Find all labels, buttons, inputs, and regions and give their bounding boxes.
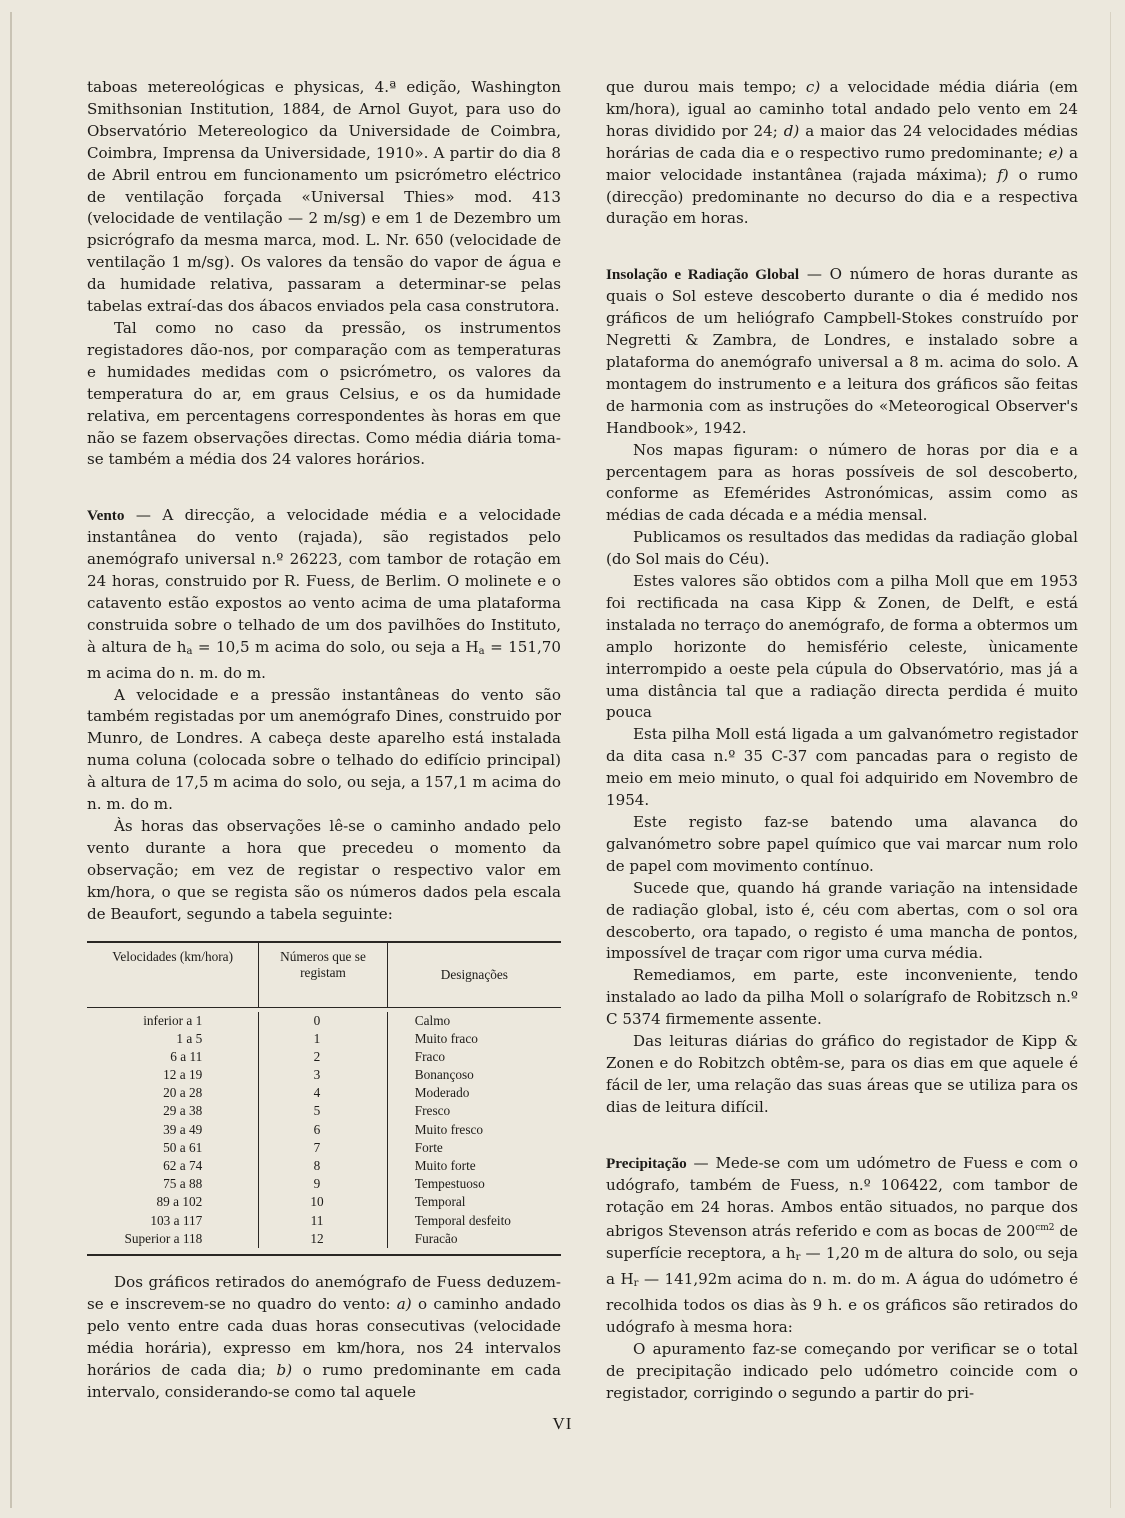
vento-text-2: = 10,5 m acima do solo, ou seja a H: [192, 637, 479, 656]
table-cell-velocidade: 62 a 74: [163, 1158, 203, 1174]
table-cell-designacao: Muito forte: [414, 1158, 476, 1174]
table-cell-designacao: Moderado: [414, 1085, 470, 1101]
paragraph-apuramento: O apuramento faz-se começando por verificar se o total de precipitação indicado pelo udómetro coincide com o registador, corrigindo o segundo a partir do pri-: [606, 1339, 1078, 1402]
header-designacoes: Designações: [387, 943, 561, 1007]
superscript: cm2: [1035, 1223, 1055, 1234]
text: — 141,92m acima do n. m. do m. A água do udómetro é recolhida todos os dias às 9 h. e os gráficos são retirados do udógrafo à mesma hora:: [606, 1270, 1079, 1337]
table-cell-designacao: Furacão: [414, 1230, 458, 1246]
table-cell-velocidade: 39 a 49: [163, 1121, 203, 1137]
subscript-r: r: [795, 1252, 801, 1264]
item-label: f): [997, 165, 1009, 184]
text: a maior velocidade instantânea (rajada máxima);: [606, 143, 1079, 184]
table-cell-numero: 3: [313, 1067, 321, 1083]
paragraph-psicrometro: taboas metereológicas e physicas, 4.ª edição, Washington Smithsonian Institution, 1884, de Arnol Guyot, para uso do Observatório Metereologico da Universidade de Coimbra, Coimbra, Imprensa da Universidade, 1910». A partir do dia 8 de Abril entrou em funcionamento um psicrómetro eléctrico de ventilação forçada «Universal Thies» mod. 413 (velocidade de ventilação — 2 m/sg) e em 1 de Dezembro um psicrógrafo da mesma marca, mod. L. Nr. 650 (velocidade de ventilação 1 m/sg). Os valores da tensão do vapor de água e da humidade relativa, passaram a determinar-se pelas tabelas extraí-das dos ábacos enviados pela casa construtora.: [87, 78, 561, 316]
table-header: [87, 943, 561, 1008]
table-cell-designacao: Tempestuoso: [414, 1176, 485, 1192]
vento-text-1: — A direcção, a velocidade média e a velocidade instantânea do vento (rajada), são registados pelo anemógrafo universal n.º 26223, com tambor de rotação em 24 horas, construido por R. Fuess, de Berlim. O molinete e o catavento estão expostos ao vento acima de uma plataforma construida sobre o telhado de um dos pavilhões do Instituto, à altura de h: [87, 506, 561, 656]
table-cell-velocidade: 29 a 38: [163, 1103, 203, 1119]
paragraph-variacao: Sucede que, quando há grande variação na intensidade de radiação global, isto é, céu com abertas, com o sol ora descoberto, ora tapado, o registo é uma mancha de pontos, impossível de traçar com rigor uma curva média.: [606, 878, 1078, 963]
paragraph-dines: A velocidade e a pressão instantâneas do vento são também registadas por um anemógrafo Dines, construido por Munro, de Londres. A cabeça deste aparelho está instalada numa coluna (colocada sobre o telhado do edifício principal) à altura de 17,5 m acima do solo, ou seja, a 157,1 m acima do n. m. do m.: [87, 685, 561, 814]
item-label: e): [1048, 143, 1064, 162]
table-cell-designacao: Temporal desfeito: [414, 1212, 511, 1228]
table-cell-numero: 6: [313, 1121, 321, 1137]
paragraph-mapas: Nos mapas figuram: o número de horas por dia e a percentagem para as horas possíveis de sol descoberto, conforme as Efemérides Astronómicas, assim como as médias de cada década e a média mensal.: [606, 440, 1078, 525]
paragraph-pilha-moll: Estes valores são obtidos com a pilha Moll que em 1953 foi rectificada na casa Kipp & Zonen, de Delft, e está instalada no terraço do anemógrafo, de forma a obtermos um amplo horizonte do hemisfério celeste, ùnicamente interrompido a oeste pela cúpula do Observatório, mas já a uma distância tal que a radiação directa perdida é muito pouca: [606, 572, 1078, 722]
table-cell-designacao: Calmo: [414, 1012, 451, 1028]
text: — O número de horas durante as quais o Sol esteve descoberto durante o dia é medido nos gráficos de um heliógrafo Campbell-Stokes construído por Negretti & Zambra, de Londres, e instalado sobre a plataforma do anemógrafo universal a 8 m. acima do solo. A montagem do instrumento e a leitura dos gráficos são feitas de harmonia com as instruções do «Meteorogical Observer's Handbook», 1942.: [606, 265, 1079, 437]
paragraph-insolacao: [606, 264, 1078, 439]
subscript-r: r: [633, 1278, 639, 1290]
table-cell-velocidade: 103 a 117: [150, 1212, 203, 1228]
table-cell-velocidade: Superior a 118: [124, 1230, 203, 1246]
item-label: c): [805, 78, 821, 96]
column-designacoes: [387, 1012, 561, 1248]
item-label: d): [783, 121, 800, 140]
table-cell-numero: 9: [313, 1176, 321, 1192]
text: a velocidade média diária (em km/hora), igual ao caminho total andado pelo vento em 24 horas dividido por 24;: [606, 78, 1078, 140]
paragraph-registo: Este registo faz-se batendo uma alavanca do galvanómetro sobre papel químico que vai marcar num rolo de papel com movimento contínuo.: [606, 813, 1078, 875]
table-cell-numero: 0: [313, 1012, 321, 1028]
item-label: a): [396, 1294, 412, 1313]
table-cell-numero: 4: [313, 1085, 321, 1101]
table-cell-velocidade: 6 a 11: [170, 1048, 203, 1064]
table-cell-designacao: Fraco: [414, 1048, 446, 1064]
table-cell-numero: 2: [313, 1048, 321, 1064]
subscript-a: a: [186, 645, 193, 657]
section-heading-insolacao: Insolação e Radiação Global: [606, 266, 800, 284]
table-cell-designacao: Fresco: [414, 1103, 451, 1119]
paragraph-radiacao: Publicamos os resultados das medidas da radiação global (do Sol mais do Céu).: [606, 528, 1078, 569]
text: o rumo (direcção) predominante no decurso do dia e a respectiva duração em horas.: [606, 165, 1078, 228]
paragraph-leituras: Das leituras diárias do gráfico do registador de Kipp & Zonen e do Robitzch obtêm-se, para os dias em que aquele é fácil de ler, uma relação das suas áreas que se utiliza para os dias de leitura difícil.: [606, 1032, 1078, 1116]
table-cell-velocidade: 12 a 19: [163, 1067, 203, 1083]
paragraph-galvanometro: Esta pilha Moll está ligada a um galvanómetro registador da dita casa n.º 35 C-37 com pancadas para o registo de meio em meio minuto, o qual foi adquirido em Novembro de 1954.: [606, 725, 1078, 810]
table-cell-numero: 11: [310, 1212, 324, 1228]
table-cell-numero: 10: [310, 1194, 324, 1210]
page-number: VI: [552, 1414, 573, 1433]
header-numeros: Números que se registam: [258, 943, 386, 1007]
beaufort-table: [87, 941, 561, 1256]
table-cell-designacao: Muito fresco: [414, 1121, 484, 1137]
table-body: [87, 1008, 561, 1254]
text: o rumo predominante em cada intervalo, considerando-se como tal aquele: [87, 1360, 561, 1401]
text: a maior das 24 velocidades médias horárias de cada dia e o respectivo rumo predominante;: [606, 121, 1078, 162]
table-cell-velocidade: 50 a 61: [163, 1139, 203, 1155]
vento-text-3: = 151,70 m acima do n. m. do m.: [87, 637, 561, 682]
paragraph-vento-continuation: [606, 77, 1078, 230]
paragraph-beaufort-intro: Às horas das observações lê-se o caminho andado pelo vento durante a hora que precedeu o momento da observação; em vez de registar o respectivo valor em km/hora, o que se regista são os números dados pela escala de Beaufort, segundo a tabela seguinte:: [87, 817, 561, 923]
paragraph-vento: [87, 505, 561, 684]
table-cell-designacao: Muito fraco: [414, 1030, 478, 1046]
left-column: [87, 77, 561, 1403]
right-column: [606, 77, 1078, 1405]
text: — Mede-se com um udómetro de Fuess e com o udógrafo, também de Fuess, n.º 106422, com tambor de rotação em 24 horas. Ambos então situados, no parque dos abrigos Stevenson atrás referido e com as bocas de 200: [606, 1153, 1078, 1241]
table-cell-designacao: Forte: [414, 1139, 443, 1155]
table-cell-velocidade: 20 a 28: [163, 1085, 203, 1101]
text: Dos gráficos retirados do anemógrafo de Fuess deduzem-se e inscrevem-se no quadro do vento:: [87, 1272, 561, 1313]
column-velocidades: [87, 1012, 258, 1248]
table-cell-numero: 5: [313, 1103, 321, 1119]
table-cell-designacao: Bonançoso: [414, 1067, 474, 1083]
table-cell-velocidade: 1 a 5: [176, 1030, 203, 1046]
table-cell-velocidade: inferior a 1: [143, 1012, 203, 1028]
item-label: b): [276, 1360, 293, 1379]
table-cell-numero: 7: [313, 1139, 321, 1155]
table-cell-numero: 8: [313, 1158, 321, 1174]
table-cell-numero: 12: [310, 1230, 324, 1246]
subscript-a: a: [478, 645, 485, 657]
table-cell-numero: 1: [313, 1030, 321, 1046]
paragraph-precipitacao: [606, 1153, 1078, 1339]
paragraph-registadores: Tal como no caso da pressão, os instrumentos registadores dão-nos, por comparação com as temperaturas e humidades medidas com o psicrómetro, os valores da temperatura do ar, em graus Celsius, e os da humidade relativa, em percentagens correspondentes às horas em que não se fazem observações directas. Como média diária toma-se também a média dos 24 valores horários.: [87, 318, 561, 469]
table-cell-designacao: Temporal: [414, 1194, 466, 1210]
column-numeros: [258, 1012, 386, 1248]
paragraph-solarigrafo: Remediamos, em parte, este inconveniente, tendo instalado ao lado da pilha Moll o solarígrafo de Robitzsch n.º C 5374 firmemente assente.: [606, 966, 1078, 1029]
header-velocidades: Velocidades (km/hora): [112, 948, 234, 964]
text: — 1,20 m de altura do solo, ou seja a H: [606, 1244, 1078, 1289]
section-heading-precipitacao: Precipitação: [606, 1154, 687, 1172]
section-heading-vento: Vento: [87, 507, 125, 525]
text: de superfície receptora, a h: [606, 1222, 1078, 1263]
paragraph-graficos-fuess: [87, 1272, 561, 1403]
text: o caminho andado pelo vento entre cada duas horas consecutivas (velocidade média horária), expresso em km/hora, nos 24 intervalos horários de cada dia;: [87, 1294, 561, 1379]
table-cell-velocidade: 75 a 88: [163, 1176, 203, 1192]
text: que durou mais tempo;: [606, 78, 806, 96]
table-cell-velocidade: 89 a 102: [156, 1194, 203, 1210]
